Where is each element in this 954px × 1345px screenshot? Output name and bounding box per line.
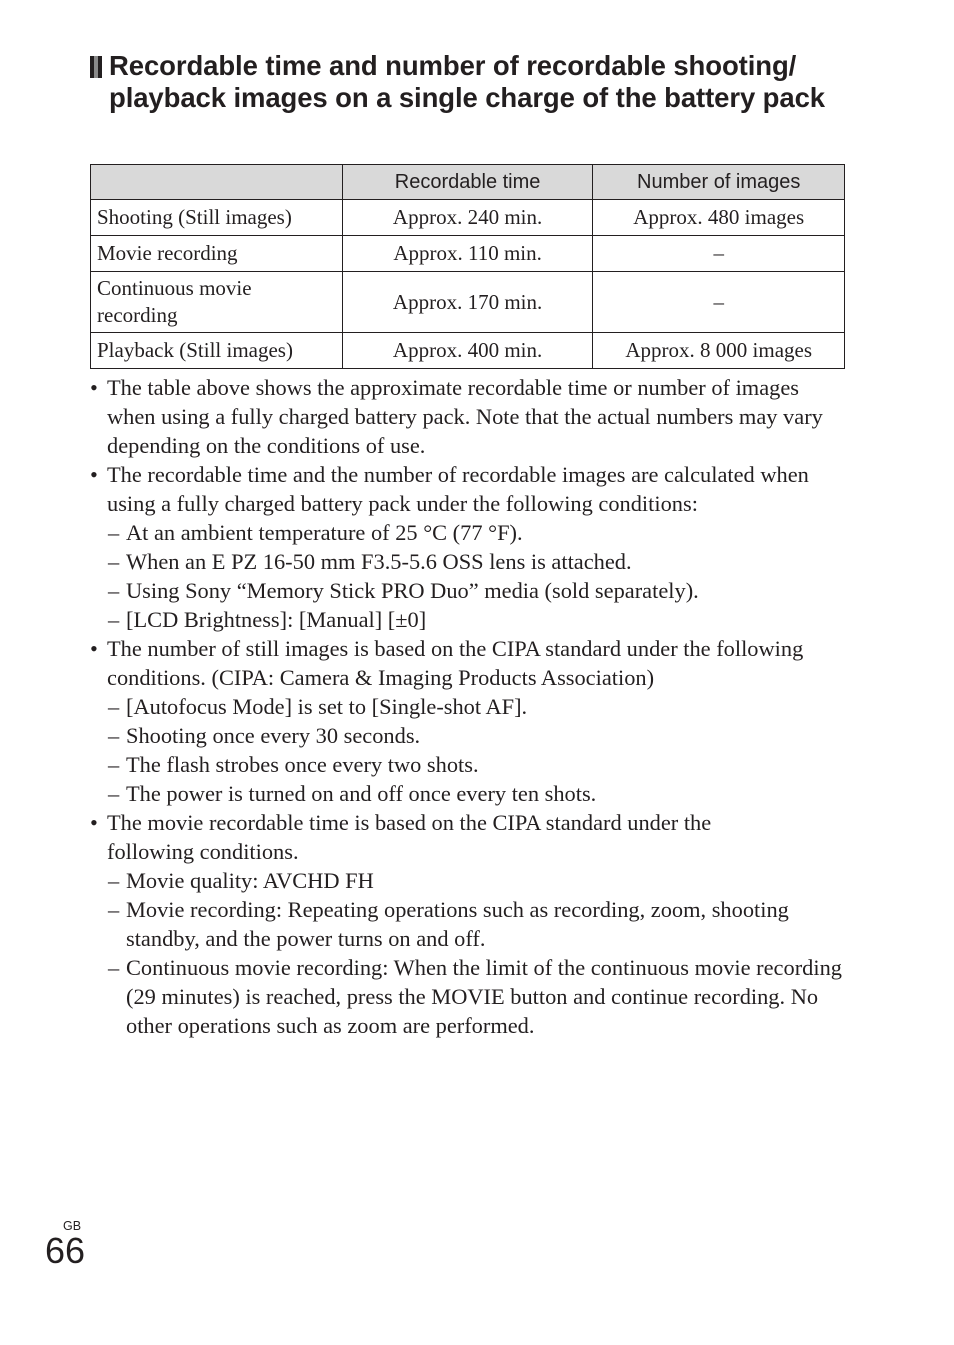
table-row bbox=[91, 333, 845, 369]
table-header-blank bbox=[91, 165, 343, 200]
dash-item: – Using Sony “Memory Stick PRO Duo” media (sold separately). bbox=[90, 576, 850, 605]
table-row bbox=[91, 200, 845, 236]
dash-item: – Continuous movie recording: When the limit of the continuous movie recording (29 minutes) is reached, press the MOVIE button and continue recording. No other operations such as zoom are performed. bbox=[90, 953, 850, 1040]
dash-item: – [Autofocus Mode] is set to [Single-shot AF]. bbox=[90, 692, 850, 721]
dash-item: – [LCD Brightness]: [Manual] [±0] bbox=[90, 605, 850, 634]
table-header-recordable-time: Recordable time bbox=[342, 165, 593, 200]
section-heading bbox=[90, 50, 850, 114]
bullet-note: • The number of still images is based on the CIPA standard under the following conditions. (CIPA: Camera & Imaging Products Association) bbox=[90, 634, 850, 692]
row-label: Shooting (Still images) bbox=[91, 200, 343, 236]
table-row bbox=[91, 272, 845, 333]
row-label: Continuous movie recording bbox=[91, 272, 343, 333]
row-label: Playback (Still images) bbox=[91, 333, 343, 369]
dash-item: – Shooting once every 30 seconds. bbox=[90, 721, 850, 750]
number-of-images-cell: Approx. 8 000 images bbox=[593, 333, 845, 369]
number-of-images-cell: Approx. 480 images bbox=[593, 200, 845, 236]
bullet-note: • The recordable time and the number of recordable images are calculated when using a fully charged battery pack under the following conditions: bbox=[90, 460, 850, 518]
recordable-time-cell: Approx. 110 min. bbox=[342, 236, 593, 272]
table-row bbox=[91, 236, 845, 272]
bullet-note: • The table above shows the approximate recordable time or number of images when using a fully charged battery pack. Note that the actual numbers may vary depending on the conditions of use. bbox=[90, 373, 850, 460]
recordable-time-cell: Approx. 240 min. bbox=[342, 200, 593, 236]
page-number: 66 bbox=[45, 1230, 86, 1271]
number-of-images-cell: – bbox=[593, 272, 845, 333]
table-header-row bbox=[91, 165, 845, 200]
number-of-images-cell: – bbox=[593, 236, 845, 272]
notes-list bbox=[90, 373, 850, 1040]
recordable-time-cell: Approx. 400 min. bbox=[342, 333, 593, 369]
section-title: Recordable time and number of recordable shooting/ playback images on a single charge of the battery pack bbox=[109, 50, 825, 113]
dash-item: – The flash strobes once every two shots. bbox=[90, 750, 850, 779]
table-header-number-of-images: Number of images bbox=[593, 165, 845, 200]
dash-item: – Movie recording: Repeating operations such as recording, zoom, shooting standby, and the power turns on and off. bbox=[90, 895, 850, 953]
section-marker-icon bbox=[90, 56, 102, 78]
dash-item: – The power is turned on and off once every ten shots. bbox=[90, 779, 850, 808]
battery-life-table bbox=[90, 164, 845, 369]
recordable-time-cell: Approx. 170 min. bbox=[342, 272, 593, 333]
dash-item: – When an E PZ 16-50 mm F3.5-5.6 OSS lens is attached. bbox=[90, 547, 850, 576]
dash-item: – Movie quality: AVCHD FH bbox=[90, 866, 850, 895]
bullet-note: • The movie recordable time is based on the CIPA standard under the following conditions. bbox=[90, 808, 850, 866]
dash-item: – At an ambient temperature of 25 °C (77 °F). bbox=[90, 518, 850, 547]
row-label: Movie recording bbox=[91, 236, 343, 272]
region-code: GB bbox=[63, 1219, 82, 1233]
